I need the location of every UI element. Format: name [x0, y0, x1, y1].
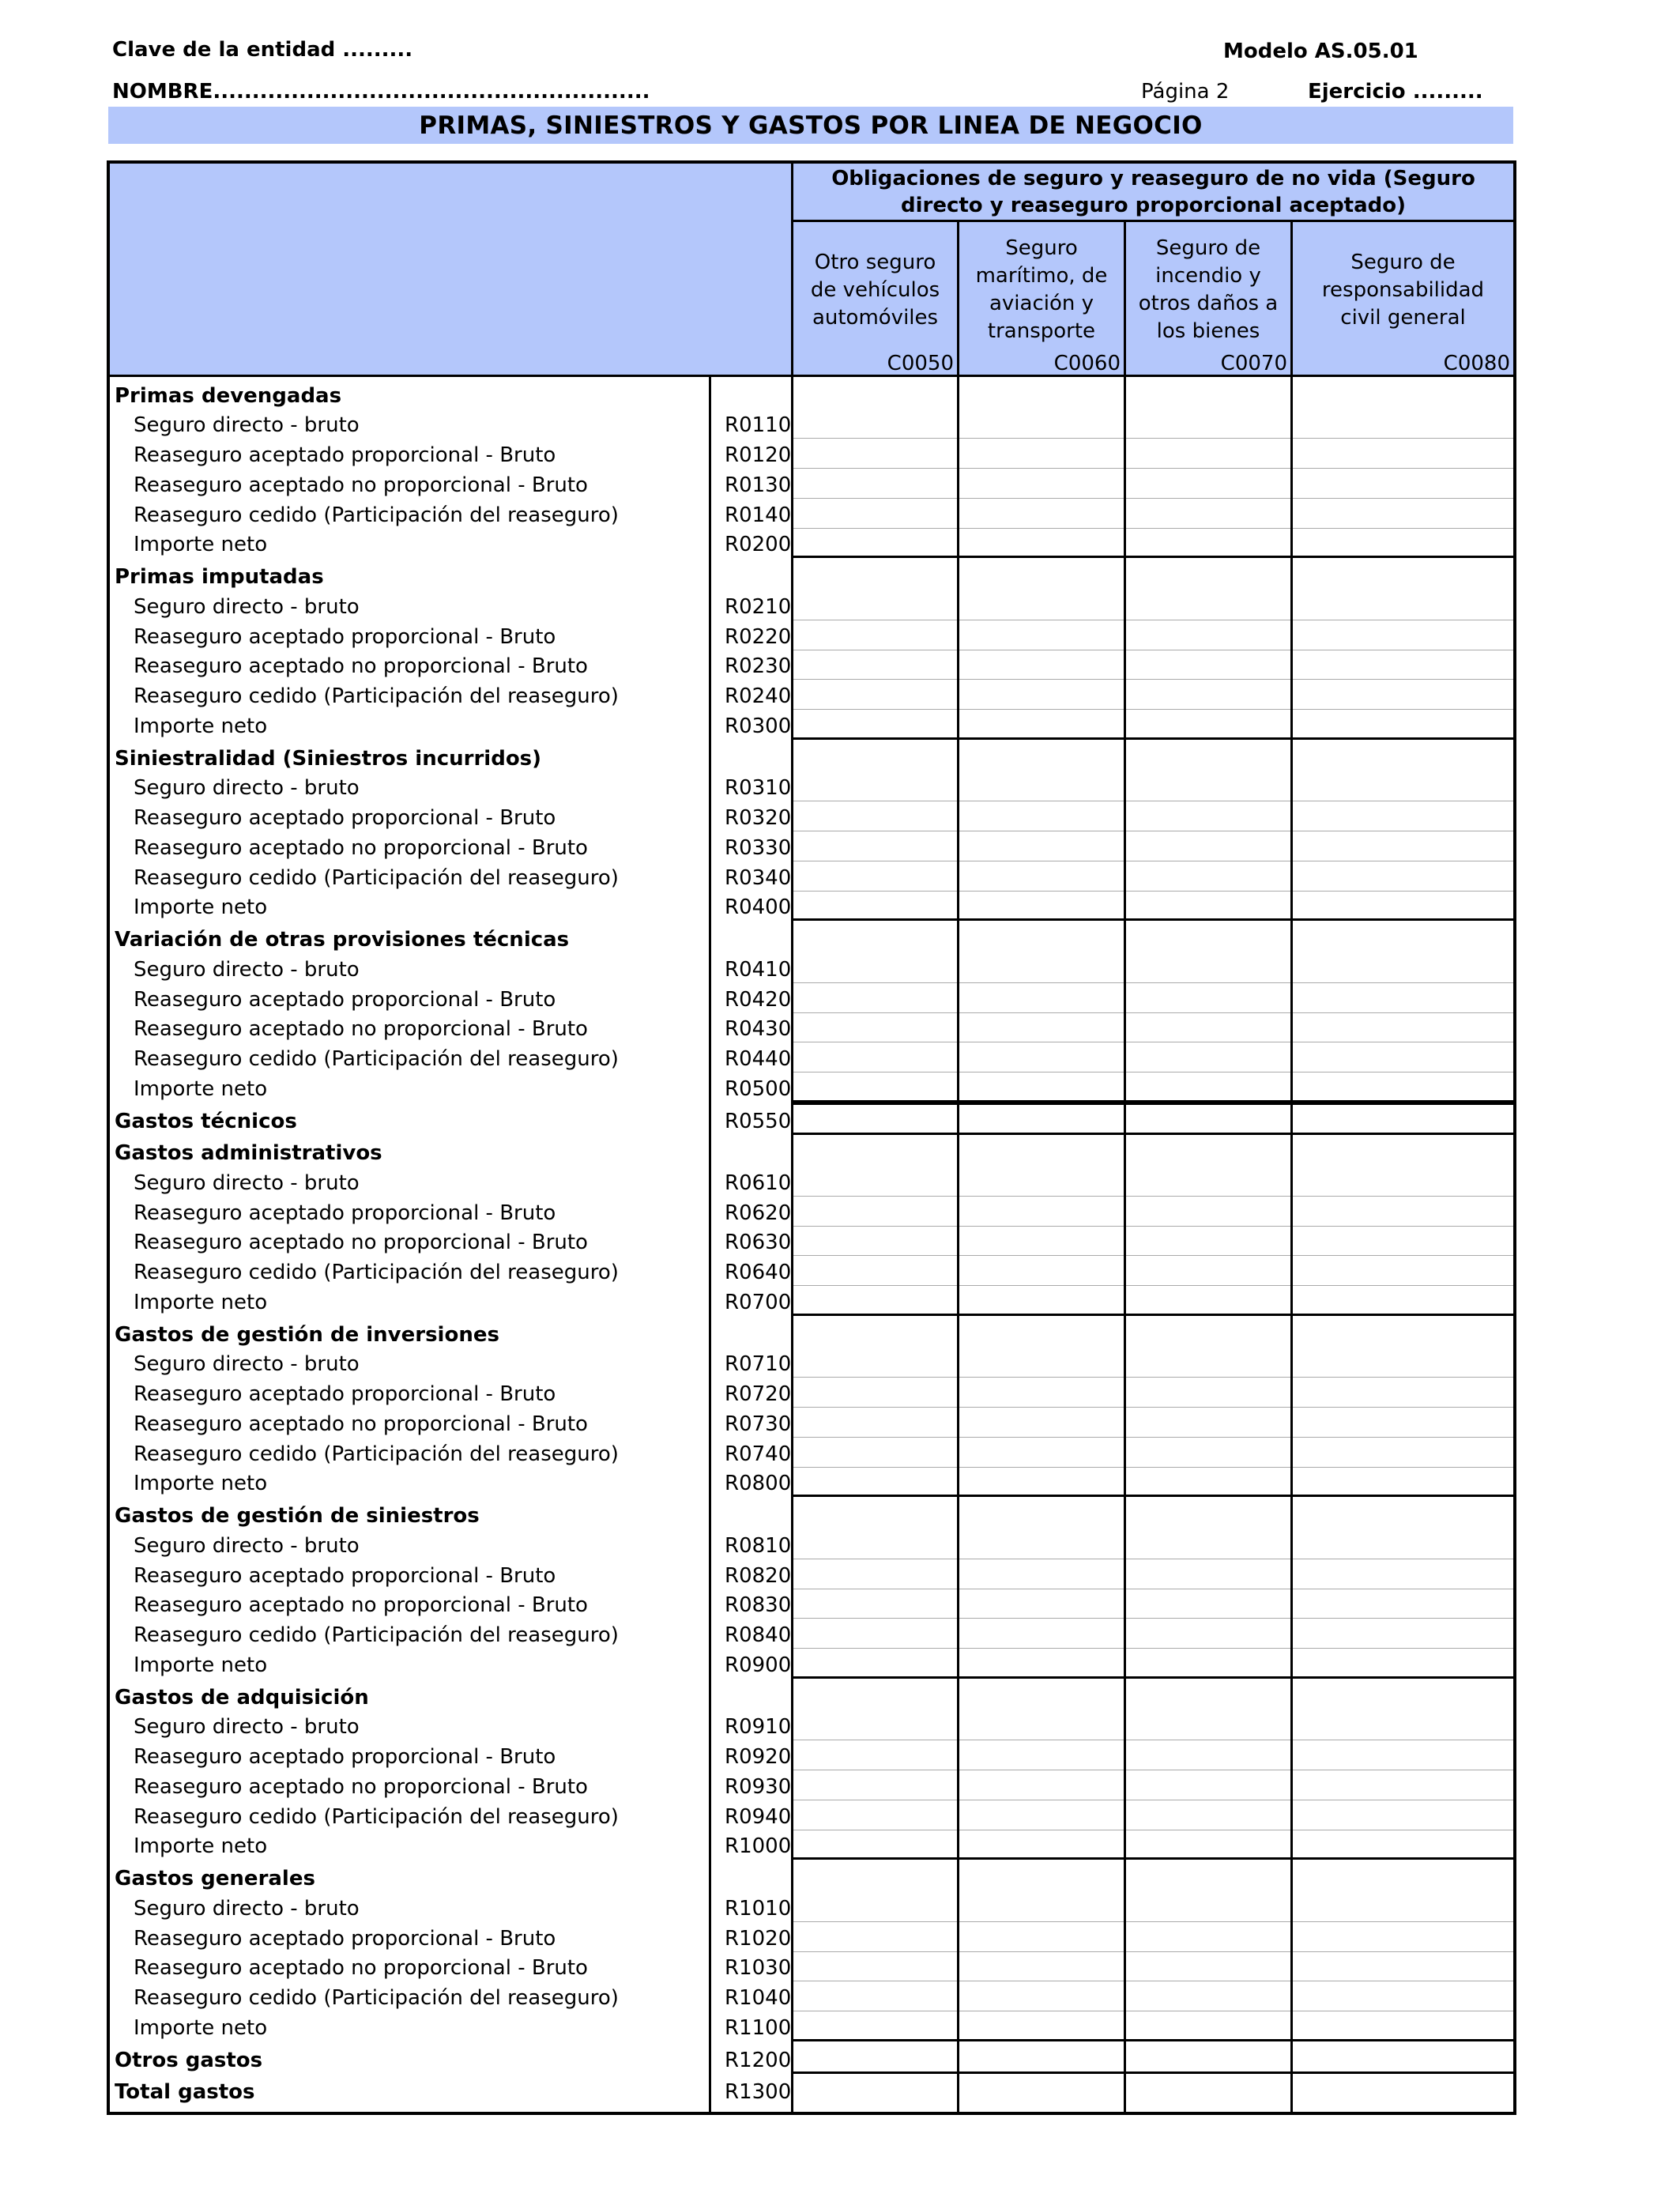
input-cells[interactable] — [791, 1468, 1513, 1498]
row-label: Reaseguro cedido (Participación del reaseguro) — [134, 1261, 619, 1285]
group-header: Obligaciones de seguro y reaseguro de no vida (Seguro directo y reaseguro proporcional aceptado) — [791, 164, 1513, 222]
row-code: R0300 — [725, 714, 792, 738]
table-row — [110, 2041, 1513, 2074]
row-code: R0420 — [725, 987, 792, 1012]
row-code: R0320 — [725, 806, 792, 831]
column-label: Seguro de incendio y otros daños a los bienes — [1138, 236, 1279, 343]
table-row — [110, 620, 1513, 650]
section-row — [110, 922, 1513, 954]
input-cells[interactable] — [791, 409, 1513, 439]
row-code: R1040 — [725, 1986, 792, 2011]
row-code: R0910 — [725, 1715, 792, 1740]
table-row — [110, 1770, 1513, 1800]
input-cells[interactable] — [791, 1559, 1513, 1589]
row-label: Seguro directo - bruto — [134, 1171, 360, 1195]
input-cells[interactable] — [791, 1167, 1513, 1197]
section-row — [110, 1498, 1513, 1530]
section-row — [110, 1679, 1513, 1711]
row-code: R0110 — [725, 413, 792, 438]
input-cells[interactable] — [791, 1378, 1513, 1408]
nombre-field: NOMBRE........................................................ — [112, 80, 650, 104]
column-code: C0060 — [1053, 352, 1121, 375]
table-row — [110, 1013, 1513, 1043]
row-label: Importe neto — [134, 895, 268, 920]
table-row — [110, 1619, 1513, 1649]
row-code: R1010 — [725, 1896, 792, 1921]
row-code: R0610 — [725, 1171, 792, 1195]
column-label: Seguro marítimo, de aviación y transporte — [975, 236, 1108, 343]
form-title: PRIMAS, SINIESTROS Y GASTOS POR LINEA DE NEGOCIO — [108, 107, 1513, 144]
column-code: C0080 — [1443, 352, 1510, 375]
column-header-c0060 — [957, 222, 1124, 375]
column-label: Otro seguro de vehículos automóviles — [810, 250, 940, 330]
row-label: Reaseguro aceptado no proporcional - Bruto — [134, 473, 588, 497]
section-row — [110, 1860, 1513, 1893]
table-row — [110, 529, 1513, 559]
table-row — [110, 680, 1513, 710]
column-header-c0050 — [791, 222, 957, 375]
row-label: Importe neto — [134, 1653, 268, 1677]
row-label: Gastos generales — [115, 1867, 315, 1891]
row-code: R0230 — [725, 654, 792, 679]
table-row — [110, 892, 1513, 922]
row-code: R1030 — [725, 1956, 792, 1981]
table-row — [110, 772, 1513, 802]
row-label: Importe neto — [134, 533, 268, 557]
row-label: Reaseguro aceptado no proporcional - Bruto — [134, 1593, 588, 1618]
input-cells[interactable] — [791, 1286, 1513, 1316]
row-code: R0430 — [725, 1017, 792, 1042]
row-label: Otros gastos — [115, 2048, 263, 2072]
table-row — [110, 1042, 1513, 1072]
modelo-code: Modelo AS.05.01 — [1223, 40, 1418, 63]
input-cells[interactable] — [791, 1649, 1513, 1679]
input-cells[interactable] — [791, 680, 1513, 710]
input-cells[interactable] — [791, 1589, 1513, 1619]
input-cells[interactable] — [791, 529, 1513, 559]
input-cells[interactable] — [791, 1013, 1513, 1043]
row-label: Importe neto — [134, 1834, 268, 1859]
row-label: Importe neto — [134, 2015, 268, 2040]
table-row — [110, 953, 1513, 983]
row-code: R0740 — [725, 1442, 792, 1466]
row-label: Reaseguro cedido (Participación del reaseguro) — [134, 1986, 619, 2011]
row-code: R0550 — [725, 1109, 792, 1133]
page-number: Página 2 — [1141, 80, 1230, 104]
input-cells[interactable] — [791, 1197, 1513, 1227]
row-code: R1200 — [725, 2048, 792, 2072]
row-code: R1300 — [725, 2080, 792, 2104]
row-code: R0930 — [725, 1774, 792, 1799]
row-label: Reaseguro aceptado no proporcional - Bruto — [134, 1231, 588, 1255]
row-label: Reaseguro aceptado proporcional - Bruto — [134, 624, 556, 649]
row-label: Reaseguro cedido (Participación del reaseguro) — [134, 684, 619, 709]
row-label: Seguro directo - bruto — [134, 1533, 360, 1558]
table-row — [110, 983, 1513, 1013]
row-code: R0730 — [725, 1412, 792, 1436]
row-label: Reaseguro cedido (Participación del reaseguro) — [134, 1623, 619, 1648]
row-label: Reaseguro aceptado proporcional - Bruto — [134, 1563, 556, 1588]
row-label: Reaseguro cedido (Participación del reaseguro) — [134, 1442, 619, 1466]
column-divider — [957, 377, 959, 2112]
row-code: R0800 — [725, 1472, 792, 1496]
input-cells[interactable] — [791, 1711, 1513, 1741]
row-label: Reaseguro cedido (Participación del reaseguro) — [134, 1804, 619, 1829]
data-table — [107, 160, 1516, 2115]
table-row — [110, 1981, 1513, 2011]
row-code: R0130 — [725, 473, 792, 497]
input-cells[interactable] — [791, 831, 1513, 861]
input-cells[interactable] — [791, 1740, 1513, 1770]
input-cells[interactable] — [791, 1770, 1513, 1800]
row-label: Seguro directo - bruto — [134, 776, 360, 801]
input-cells[interactable] — [791, 650, 1513, 680]
row-label: Reaseguro aceptado proporcional - Bruto — [134, 1745, 556, 1770]
row-label: Reaseguro aceptado proporcional - Bruto — [134, 806, 556, 831]
input-cells[interactable] — [791, 1348, 1513, 1378]
row-label: Gastos técnicos — [115, 1109, 297, 1133]
table-row — [110, 409, 1513, 439]
table-row — [110, 650, 1513, 680]
row-label: Reaseguro aceptado no proporcional - Bruto — [134, 1956, 588, 1981]
input-cells[interactable] — [791, 620, 1513, 650]
table-row — [110, 1256, 1513, 1286]
clave-entidad: Clave de la entidad ......... — [112, 38, 413, 62]
input-cells[interactable] — [791, 2041, 1513, 2074]
row-label: Gastos de adquisición — [115, 1685, 369, 1710]
input-cells[interactable] — [791, 953, 1513, 983]
row-code: R0240 — [725, 684, 792, 709]
row-label: Reaseguro aceptado proporcional - Bruto — [134, 1201, 556, 1225]
row-code: R0630 — [725, 1231, 792, 1255]
row-code: R1020 — [725, 1926, 792, 1951]
input-cells[interactable] — [791, 892, 1513, 922]
table-row — [110, 1408, 1513, 1438]
table-row — [110, 1378, 1513, 1408]
input-cells[interactable] — [791, 1981, 1513, 2011]
input-cells[interactable] — [791, 1830, 1513, 1860]
table-row — [110, 1348, 1513, 1378]
row-label: Gastos de gestión de inversiones — [115, 1322, 499, 1347]
table-row — [110, 499, 1513, 529]
row-label: Reaseguro aceptado no proporcional - Bruto — [134, 1774, 588, 1799]
row-label: Reaseguro aceptado proporcional - Bruto — [134, 443, 556, 468]
table-row — [110, 1468, 1513, 1498]
table-row — [110, 1952, 1513, 1982]
row-code: R0810 — [725, 1533, 792, 1558]
section-row — [110, 559, 1513, 591]
row-label: Siniestralidad (Siniestros incurridos) — [115, 746, 542, 771]
row-label: Reaseguro aceptado no proporcional - Bruto — [134, 1412, 588, 1436]
row-label: Reaseguro aceptado proporcional - Bruto — [134, 1382, 556, 1407]
column-label: Seguro de responsabilidad civil general — [1321, 250, 1485, 330]
input-cells[interactable] — [791, 1227, 1513, 1257]
input-cells[interactable] — [791, 590, 1513, 620]
row-label: Reaseguro aceptado no proporcional - Bruto — [134, 835, 588, 860]
column-divider — [791, 377, 793, 2112]
row-code: R0940 — [725, 1804, 792, 1829]
row-code: R0640 — [725, 1261, 792, 1285]
column-header-c0080 — [1290, 222, 1513, 375]
table-row — [110, 2011, 1513, 2041]
row-label: Primas imputadas — [115, 565, 324, 589]
row-code: R1000 — [725, 1834, 792, 1859]
row-label: Primas devengadas — [115, 383, 342, 408]
input-cells[interactable] — [791, 2074, 1513, 2106]
row-label: Reaseguro aceptado no proporcional - Bruto — [134, 1017, 588, 1042]
row-code: R0220 — [725, 624, 792, 649]
row-label: Reaseguro aceptado no proporcional - Bruto — [134, 654, 588, 679]
row-code: R0400 — [725, 895, 792, 920]
table-row — [110, 1559, 1513, 1589]
input-cells[interactable] — [791, 1072, 1513, 1103]
row-code: R0720 — [725, 1382, 792, 1407]
input-cells[interactable] — [791, 1922, 1513, 1952]
table-row — [110, 1167, 1513, 1197]
table-row — [110, 801, 1513, 831]
table-row — [110, 861, 1513, 892]
input-cells[interactable] — [791, 1800, 1513, 1830]
table-row — [110, 1197, 1513, 1227]
row-label: Importe neto — [134, 1076, 268, 1101]
row-label: Reaseguro aceptado proporcional - Bruto — [134, 1926, 556, 1951]
row-label: Importe neto — [134, 714, 268, 738]
row-code: R0330 — [725, 835, 792, 860]
row-code: R0340 — [725, 865, 792, 890]
table-row — [110, 710, 1513, 740]
table-row — [110, 1529, 1513, 1559]
input-cells[interactable] — [791, 1103, 1513, 1135]
row-code: R0210 — [725, 594, 792, 619]
row-label: Variación de otras provisiones técnicas — [115, 928, 570, 952]
table-row — [110, 831, 1513, 861]
table-row — [110, 1922, 1513, 1952]
row-label: Reaseguro cedido (Participación del reaseguro) — [134, 865, 619, 890]
table-row — [110, 1892, 1513, 1922]
column-code: C0050 — [887, 352, 954, 375]
input-cells[interactable] — [791, 439, 1513, 469]
row-code: R0140 — [725, 503, 792, 527]
row-code: R1100 — [725, 2015, 792, 2040]
section-row — [110, 740, 1513, 772]
row-code: R0840 — [725, 1623, 792, 1648]
row-label: Reaseguro aceptado proporcional - Bruto — [134, 987, 556, 1012]
ejercicio-field: Ejercicio ......... — [1308, 80, 1483, 104]
table-row — [110, 590, 1513, 620]
table-row — [110, 1740, 1513, 1770]
row-label: Seguro directo - bruto — [134, 1896, 360, 1921]
section-row — [110, 1316, 1513, 1348]
input-cells[interactable] — [791, 1438, 1513, 1468]
input-cells[interactable] — [791, 1256, 1513, 1286]
input-cells[interactable] — [791, 861, 1513, 892]
row-label: Seguro directo - bruto — [134, 1352, 360, 1377]
table-row — [110, 1800, 1513, 1830]
row-code: R0120 — [725, 443, 792, 468]
table-row — [110, 1103, 1513, 1135]
row-code: R0900 — [725, 1653, 792, 1677]
table-row — [110, 469, 1513, 499]
code-column-divider — [709, 377, 711, 2112]
column-divider — [1124, 377, 1126, 2112]
table-row — [110, 1589, 1513, 1619]
row-code: R0200 — [725, 533, 792, 557]
table-row — [110, 1830, 1513, 1860]
table-row — [110, 1649, 1513, 1679]
table-row — [110, 1286, 1513, 1316]
input-cells[interactable] — [791, 1619, 1513, 1649]
row-code: R0820 — [725, 1563, 792, 1588]
row-label: Gastos de gestión de siniestros — [115, 1504, 480, 1528]
row-label: Seguro directo - bruto — [134, 957, 360, 982]
row-code: R0500 — [725, 1076, 792, 1101]
row-label: Reaseguro cedido (Participación del reaseguro) — [134, 1047, 619, 1072]
row-code: R0830 — [725, 1593, 792, 1618]
row-label: Gastos administrativos — [115, 1141, 382, 1165]
input-cells[interactable] — [791, 710, 1513, 740]
row-code: R0310 — [725, 776, 792, 801]
column-divider — [1290, 377, 1293, 2112]
column-code: C0070 — [1220, 352, 1287, 375]
input-cells[interactable] — [791, 1408, 1513, 1438]
input-cells[interactable] — [791, 801, 1513, 831]
table-row — [110, 2074, 1513, 2106]
row-code: R0440 — [725, 1047, 792, 1072]
input-cells[interactable] — [791, 2011, 1513, 2041]
column-header-c0070 — [1124, 222, 1290, 375]
input-cells[interactable] — [791, 1952, 1513, 1982]
table-row — [110, 1072, 1513, 1103]
row-code: R0410 — [725, 957, 792, 982]
row-label: Importe neto — [134, 1290, 268, 1314]
row-code: R0920 — [725, 1745, 792, 1770]
row-label: Seguro directo - bruto — [134, 594, 360, 619]
section-row — [110, 377, 1513, 409]
input-cells[interactable] — [791, 1042, 1513, 1072]
row-label: Reaseguro cedido (Participación del reaseguro) — [134, 503, 619, 527]
input-cells[interactable] — [791, 469, 1513, 499]
input-cells[interactable] — [791, 1529, 1513, 1559]
table-row — [110, 439, 1513, 469]
row-code: R0700 — [725, 1290, 792, 1314]
input-cells[interactable] — [791, 1892, 1513, 1922]
row-label: Total gastos — [115, 2080, 255, 2104]
row-code: R0620 — [725, 1201, 792, 1225]
row-label: Seguro directo - bruto — [134, 413, 360, 438]
row-label: Seguro directo - bruto — [134, 1715, 360, 1740]
input-cells[interactable] — [791, 499, 1513, 529]
section-row — [110, 1135, 1513, 1167]
table-row — [110, 1711, 1513, 1741]
table-row — [110, 1227, 1513, 1257]
row-label: Importe neto — [134, 1472, 268, 1496]
input-cells[interactable] — [791, 983, 1513, 1013]
row-code: R0710 — [725, 1352, 792, 1377]
input-cells[interactable] — [791, 772, 1513, 802]
table-row — [110, 1438, 1513, 1468]
